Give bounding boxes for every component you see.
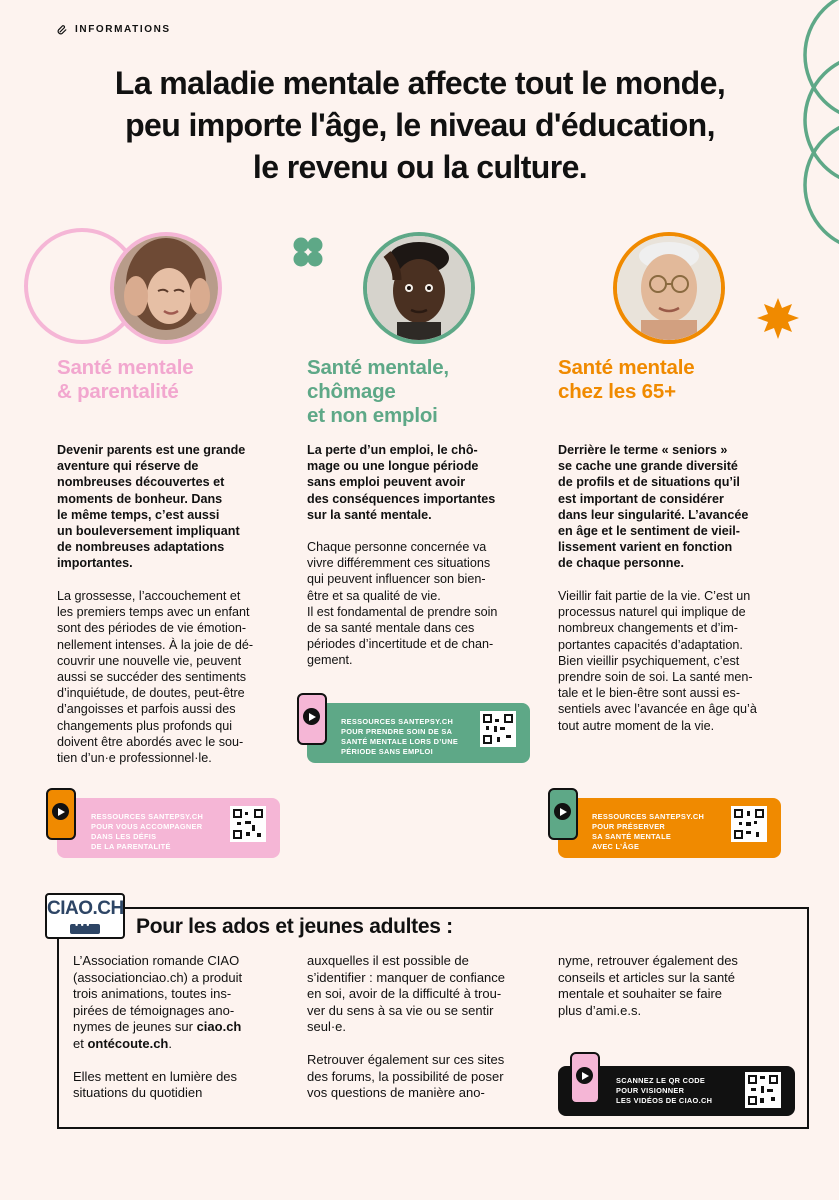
youth-text: et [73,1035,84,1051]
ontecoute-link[interactable]: ontécoute.ch [87,1035,169,1051]
column-lead: Derrière le terme « seniors » se cache une grande diversité de profils et de situations qu’il est important de considérer dans leur singularité. L’avancée en âge et le sentiment de vieil- lissement varient en fonction de chaque personne. [558,443,749,571]
page-headline [40,62,800,188]
photo-senior-man [613,232,725,344]
orange-star-icon [757,298,799,339]
column-body: Chaque personne concernée va vivre différemment ces situations qui peuvent influencer son bien- être et sa qualité de vie. Il est fondamental de prendre soin de sa santé mentale dans ces périodes d’incertitude et de chan- gement. [307,540,498,668]
resource-card-seniors[interactable] [558,798,781,858]
headline-text: La maladie mentale affecte tout le monde, peu importe l'âge, le niveau d'éducation, le revenu ou la culture. [114,65,726,185]
chat-bubble-icon [70,924,100,934]
phone-play-icon [548,788,578,840]
resource-text: RESSOURCES SANTEPSY.CH POUR VOUS ACCOMPAGNER DANS LES DÉFIS DE LA PARENTALITÉ [91,812,204,851]
column-parentality [57,356,193,404]
section-label-text: INFORMATIONS [75,24,171,35]
ciao-logo-text: CIAO.CH [47,898,124,919]
column-title: Santé mentale, chômage et non emploi [307,356,449,427]
column-body: Vieillir fait partie de la vie. C’est un processus naturel qui implique de nombreux changements et d’im- portantes capacités d’adaptation. Bien vieillir psychiquement, c’est prendre soin de soi. La santé men- tale et le bien-être sont aussi es- sentiels avec l’avancée en âge qu’à tout autre moment de la vie. [558,589,757,733]
section-label [57,24,171,35]
green-rings-decoration [805,0,839,250]
column-unemployment [307,356,449,428]
resource-text: SCANNEZ LE QR CODE POUR VISIONNER LES VIDÉOS DE CIAO.CH [616,1076,713,1105]
youth-column-2: auxquelles il est possible de s’identifier : manquer de confiance en soi, avoir de la difficulté à trou- ver du sens à sa vie ou se sentir seul·e. Retrouver également sur ces sites des forums, la possibilité de poser vos questions de manière ano- [307,953,506,1100]
green-flower-icon [294,238,323,267]
qr-code[interactable] [731,806,767,842]
column-seniors [558,356,694,404]
youth-text: . Elles mettent en lumière des situations du quotidien [73,1035,238,1100]
qr-code[interactable] [480,711,516,747]
column-body: La grossesse, l’accouchement et les premiers temps avec un enfant sont des périodes de vie émotion- nellement intenses. À la joie de dé- couvrir une nouvelle vie, peuvent aussi se succéder des sentiments d’inquiétude, de doutes, peut-être d’angoisses et parfois aussi des changements plus profonds qui doivent être abordés avec le sou- tien d’un·e professionnel·le. [57,589,254,766]
ciao-logo [45,893,125,939]
resource-text: RESSOURCES SANTEPSY.CH POUR PRÉSERVER SA SANTÉ MENTALE AVEC L’ÂGE [592,812,705,851]
phone-play-icon [46,788,76,840]
resource-card-parentality[interactable] [57,798,280,858]
resource-text: RESSOURCES SANTEPSY.CH POUR PRENDRE SOIN DE SA SANTÉ MENTALE LORS D’UNE PÉRIODE SANS EMPLOI [341,717,459,756]
ciao-link[interactable]: ciao.ch [196,1019,242,1034]
column-title: Santé mentale & parentalité [57,356,194,403]
photo-young-woman [110,232,222,344]
phone-play-icon [570,1052,600,1104]
qr-code[interactable] [745,1072,781,1108]
youth-column-1 [73,953,288,1102]
qr-code[interactable] [230,806,266,842]
photo-young-man [363,232,475,344]
youth-section-title: Pour les ados et jeunes adultes : [136,915,453,938]
paperclip-icon [57,24,68,35]
column-title: Santé mentale chez les 65+ [558,356,695,403]
phone-play-icon [297,693,327,745]
column-lead: Devenir parents est une grande aventure qui réserve de nombreuses découvertes et moments de bonheur. Dans le même temps, c’est aussi un bouleversement impliquant de nombreuses adaptations importantes. [57,443,246,571]
column-lead: La perte d’un emploi, le chô- mage ou une longue période sans emploi peuvent avoir des conséquences importantes sur la santé mentale. [307,443,496,522]
youth-text: L’Association romande CIAO (associationciao.ch) a produit trois animations, toutes ins- pirées de témoignages ano- nymes de jeunes sur [73,953,243,1034]
resource-card-unemployment[interactable] [307,703,530,763]
youth-column-3: nyme, retrouver également des conseils et articles sur la santé mentale et souhaiter se faire plus d’ami.e.s. [558,953,738,1018]
